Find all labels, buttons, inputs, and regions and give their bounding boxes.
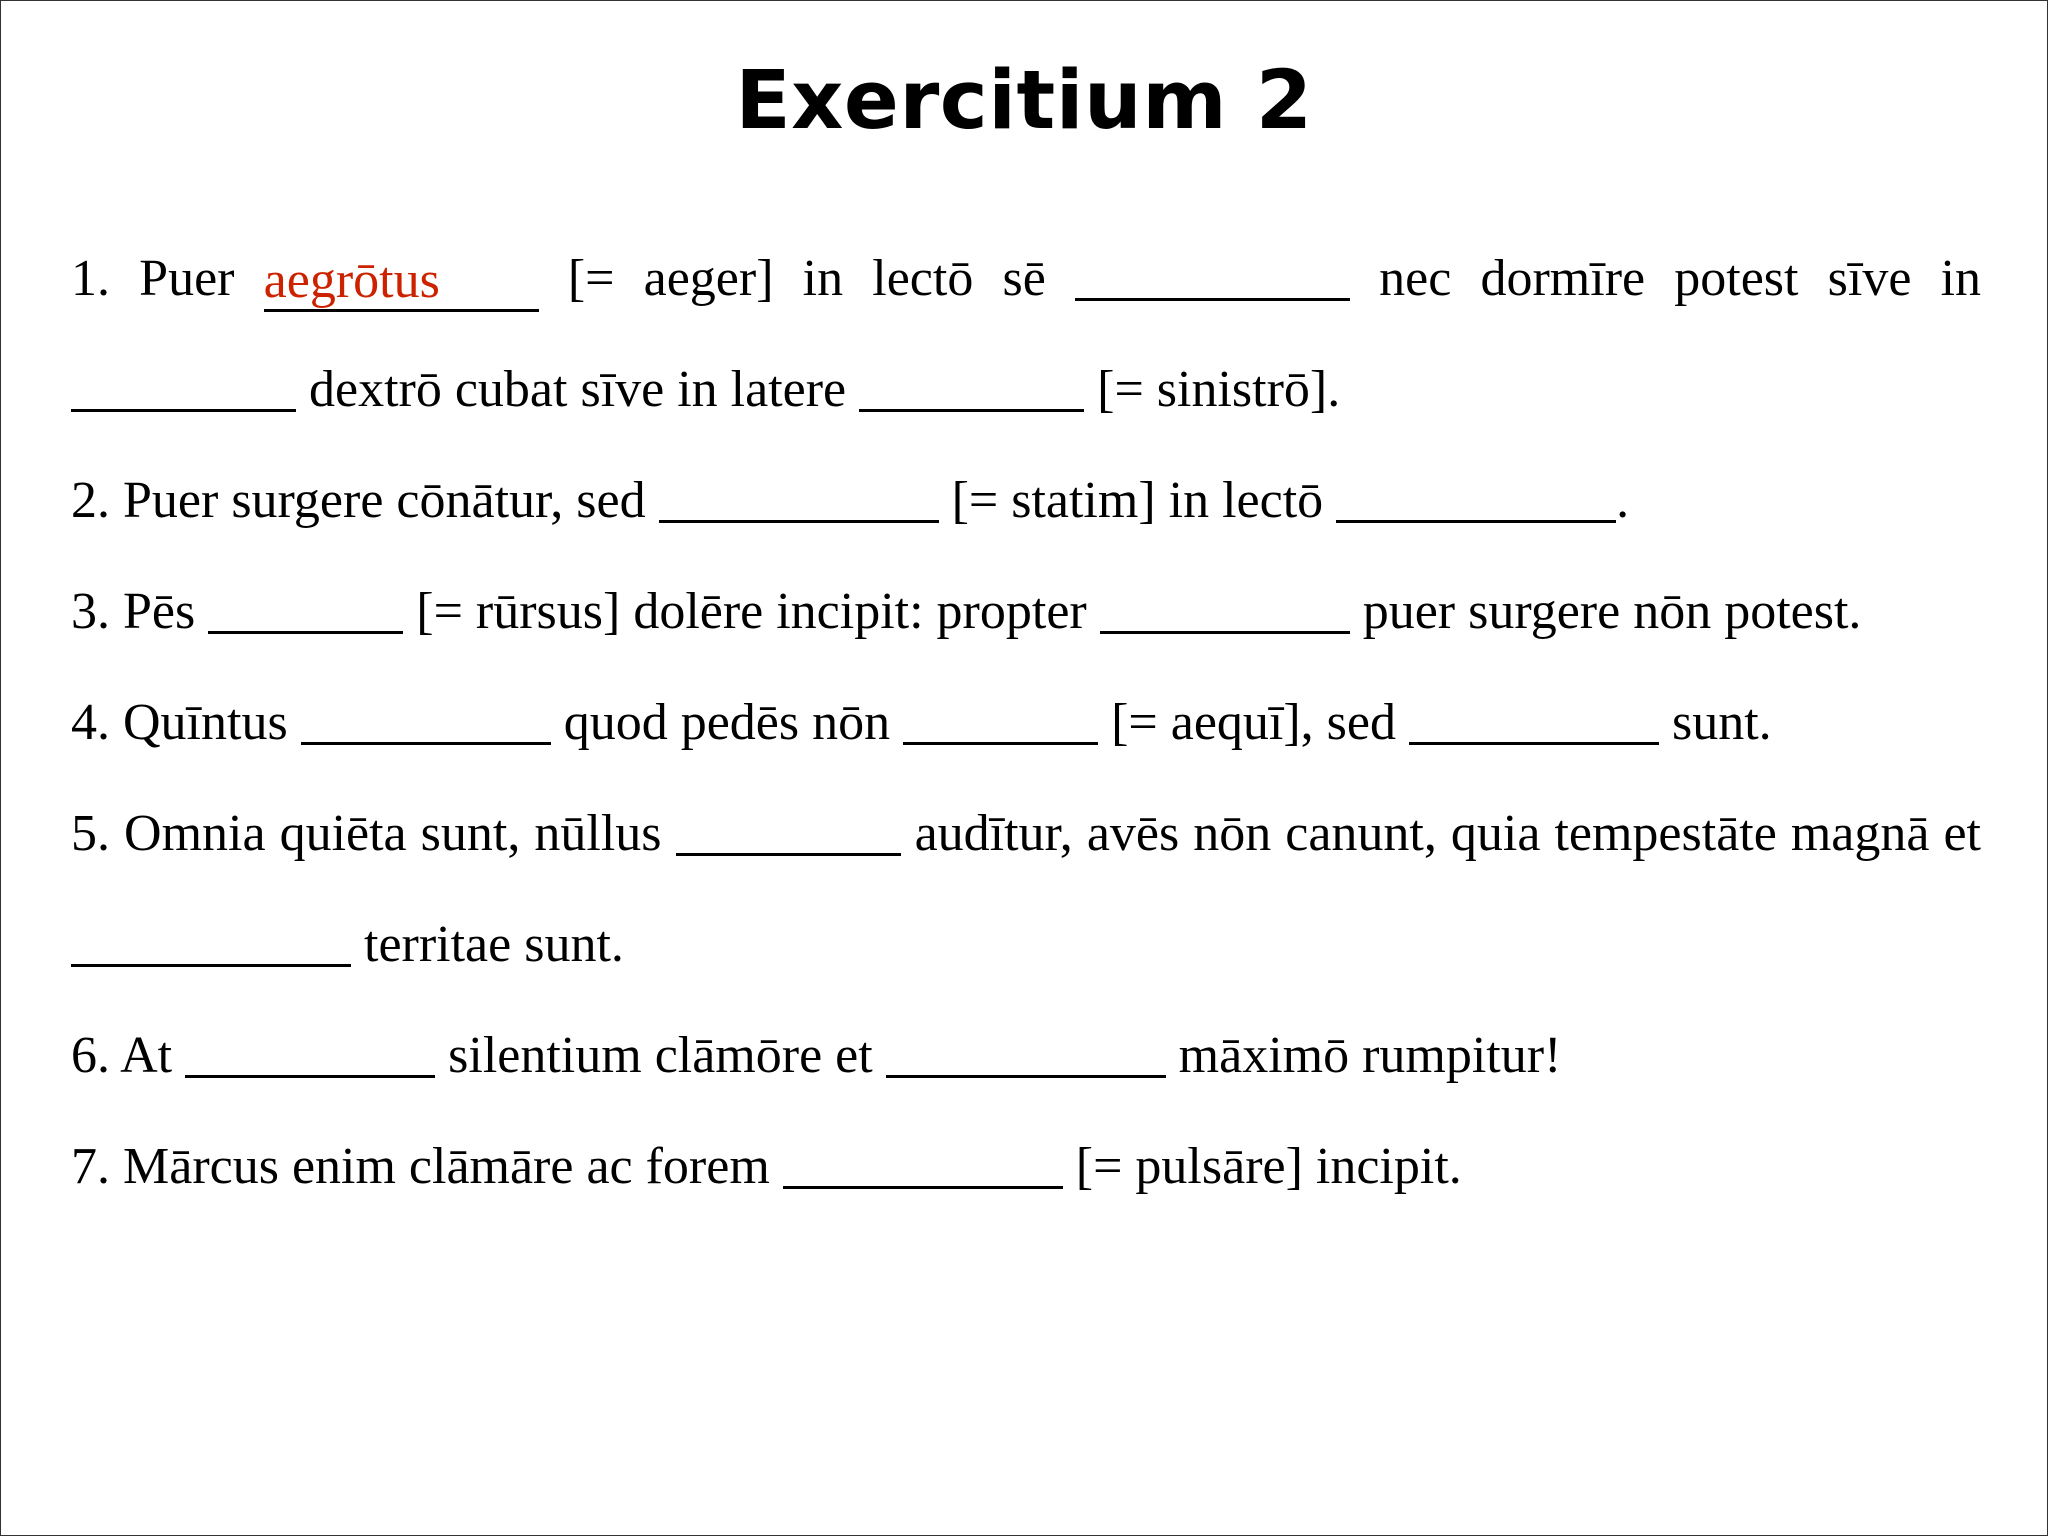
answer-blank[interactable] bbox=[208, 579, 403, 634]
answer-blank[interactable] bbox=[783, 1134, 1063, 1189]
item-text: māximō rumpitur! bbox=[1178, 1027, 1562, 1084]
item-text: sunt. bbox=[1671, 694, 1772, 751]
answer-blank[interactable] bbox=[886, 1023, 1166, 1078]
answer-blank[interactable] bbox=[71, 357, 296, 412]
answer-blank[interactable] bbox=[859, 357, 1084, 412]
item-text: quod pedēs nōn bbox=[563, 694, 891, 751]
item-text: [= aequī], sed bbox=[1111, 694, 1396, 751]
exercise-item-4 bbox=[71, 667, 1981, 778]
item-text: 5. Omnia quiēta sunt, nūllus bbox=[71, 805, 662, 862]
exercise-item-2 bbox=[71, 445, 1981, 556]
exercise-item-3 bbox=[71, 556, 1981, 667]
exercise-item-7 bbox=[71, 1111, 1981, 1222]
answer-blank[interactable] bbox=[301, 690, 551, 745]
item-text: . bbox=[1616, 472, 1630, 529]
item-text: 4. Quīntus bbox=[71, 694, 288, 751]
item-text: 3. Pēs bbox=[71, 583, 196, 640]
item-text: [= statim] in lectō bbox=[951, 472, 1324, 529]
item-text: dextrō cubat sīve in latere bbox=[309, 361, 847, 418]
answer-blank-filled[interactable]: aegrōtus bbox=[264, 253, 539, 312]
item-text: [= sinistrō]. bbox=[1097, 361, 1341, 418]
item-text: [= rūrsus] dolēre incipit: propter bbox=[416, 583, 1087, 640]
item-text: 1. Puer bbox=[71, 250, 235, 307]
item-text: nec dormīre potest sīve in bbox=[1379, 250, 1982, 307]
item-text: [= aeger] in lectō sē bbox=[567, 250, 1046, 307]
answer-blank[interactable] bbox=[659, 468, 939, 523]
exercise-item-1 bbox=[71, 223, 1981, 445]
answer-blank[interactable] bbox=[185, 1023, 435, 1078]
item-text: 6. At bbox=[71, 1027, 173, 1084]
item-text: audītur, avēs nōn canunt, quia tempestāte magnā et bbox=[914, 805, 1981, 862]
answer-blank[interactable] bbox=[1336, 468, 1616, 523]
item-text: territae sunt. bbox=[364, 916, 624, 973]
item-text: [= pulsāre] incipit. bbox=[1075, 1138, 1462, 1195]
answer-blank[interactable] bbox=[71, 912, 351, 967]
answer-blank[interactable] bbox=[1409, 690, 1659, 745]
exercise-list bbox=[71, 223, 1981, 1222]
answer-blank[interactable] bbox=[1075, 246, 1350, 301]
item-text: silentium clāmōre et bbox=[448, 1027, 873, 1084]
item-text: 7. Mārcus enim clāmāre ac forem bbox=[71, 1138, 770, 1195]
answer-blank[interactable] bbox=[903, 690, 1098, 745]
answer-blank[interactable] bbox=[1100, 579, 1350, 634]
exercise-item-5 bbox=[71, 778, 1981, 1000]
item-text: 2. Puer surgere cōnātur, sed bbox=[71, 472, 646, 529]
item-text: puer surgere nōn potest. bbox=[1362, 583, 1862, 640]
slide-title: Exercitium 2 bbox=[735, 54, 1313, 148]
exercise-item-6 bbox=[71, 1000, 1981, 1111]
answer-blank[interactable] bbox=[676, 801, 901, 856]
